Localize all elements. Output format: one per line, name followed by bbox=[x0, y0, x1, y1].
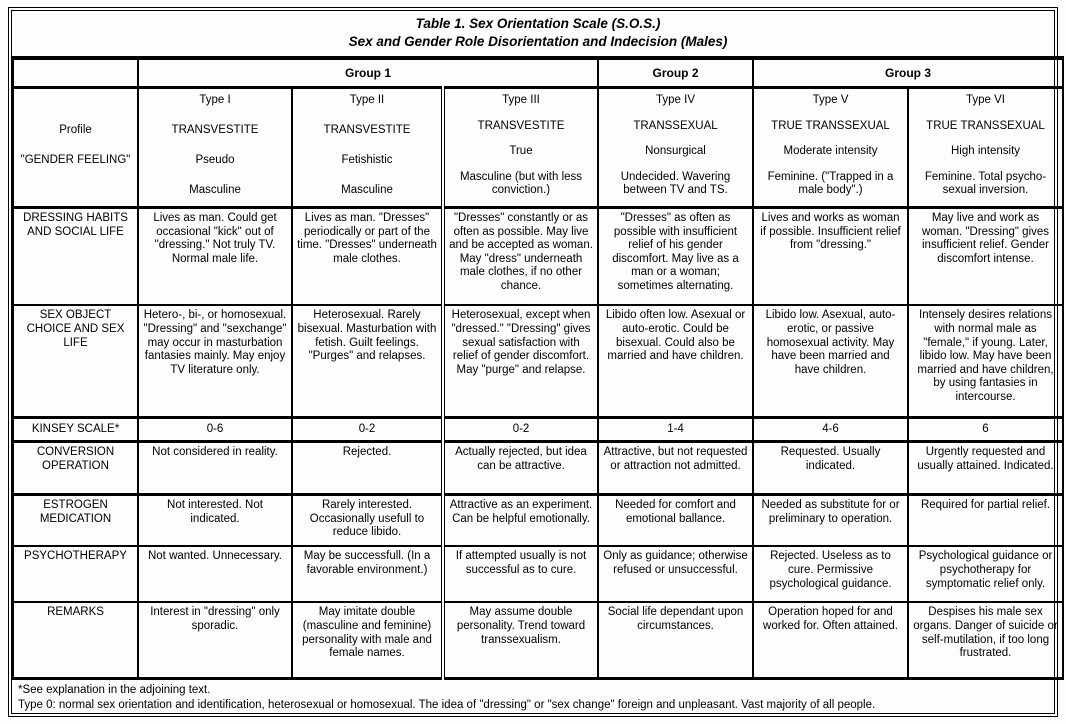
cell-conversion-type-5: Requested. Usually indicated. bbox=[753, 441, 908, 494]
cell-kinsey-type-1: 0-6 bbox=[138, 417, 292, 441]
cell-sexobj-type-6: Intensely desires relations with normal male as "female," if young. Later, libido low. May have been married and have children, by using fantasies in intercourse. bbox=[908, 305, 1063, 417]
cell-psycho-type-3: If attempted usually is not successful as to cure. bbox=[443, 546, 598, 602]
cell-conversion-type-6: Urgently requested and usually attained. Indicated. bbox=[908, 441, 1063, 494]
table-title-line1: Table 1. Sex Orientation Scale (S.O.S.) bbox=[415, 16, 661, 31]
row-label-remarks: REMARKS bbox=[13, 602, 138, 678]
footnote-row bbox=[13, 678, 1063, 720]
cell-kinsey-type-2: 0-2 bbox=[292, 417, 443, 441]
cell-psycho-type-5: Rejected. Useless as to cure. Permissive psychological guidance. bbox=[753, 546, 908, 602]
cell-dressing-type-1: Lives as man. Could get occasional "kick" out of "dressing." Not truly TV. Normal male life. bbox=[138, 207, 292, 305]
corner-cell bbox=[13, 58, 138, 87]
cell-remarks-type-4: Social life dependant upon circumstances. bbox=[598, 602, 753, 678]
type-3-header: Type III TRANSVESTITE True Masculine (but with less conviction.) bbox=[443, 87, 598, 207]
cell-remarks-type-3: May assume double personality. Trend toward transsexualism. bbox=[443, 602, 598, 678]
cell-conversion-type-2: Rejected. bbox=[292, 441, 443, 494]
group-3-header: Group 3 bbox=[753, 58, 1063, 87]
group-2-header: Group 2 bbox=[598, 58, 753, 87]
cell-dressing-type-5: Lives and works as woman if possible. Insufficient relief from "dressing." bbox=[753, 207, 908, 305]
row-sex-object bbox=[13, 305, 1063, 417]
cell-dressing-type-2: Lives as man. "Dresses" periodically or part of the time. "Dresses" underneath male clothes. bbox=[292, 207, 443, 305]
group-1-header: Group 1 bbox=[138, 58, 598, 87]
type-6-header: Type VI TRUE TRANSSEXUAL High intensity Feminine. Total psycho-sexual inversion. bbox=[908, 87, 1063, 207]
cell-dressing-type-4: "Dresses" as often as possible with insufficient relief of his gender discomfort. May live as a man or a woman; sometimes alternating. bbox=[598, 207, 753, 305]
table-outer-border bbox=[8, 7, 1058, 717]
type-1-header: Type I TRANSVESTITE Pseudo Masculine bbox=[138, 87, 292, 207]
row-psychotherapy bbox=[13, 546, 1063, 602]
cell-kinsey-type-6: 6 bbox=[908, 417, 1063, 441]
cell-estrogen-type-5: Needed as substitute for or preliminary to operation. bbox=[753, 494, 908, 546]
cell-estrogen-type-3: Attractive as an experiment. Can be helpful emotionally. bbox=[443, 494, 598, 546]
table-title bbox=[13, 11, 1063, 58]
footnote-line2: Type 0: normal sex orientation and identification, heterosexual or homosexual. The idea of "dressing" or "sex change" foreign and unpleasant. Vast majority of all people. bbox=[18, 699, 876, 712]
profile-label-line1: Profile bbox=[59, 123, 92, 136]
footnotes bbox=[13, 678, 1063, 720]
cell-kinsey-type-5: 4-6 bbox=[753, 417, 908, 441]
cell-estrogen-type-2: Rarely interested. Occasionally usefull to reduce libido. bbox=[292, 494, 443, 546]
cell-psycho-type-1: Not wanted. Unnecessary. bbox=[138, 546, 292, 602]
row-dressing-habits bbox=[13, 207, 1063, 305]
cell-psycho-type-6: Psychological guidance or psychotherapy for symptomatic relief only. bbox=[908, 546, 1063, 602]
table-title-row bbox=[13, 11, 1063, 58]
cell-estrogen-type-6: Required for partial relief. bbox=[908, 494, 1063, 546]
cell-conversion-type-4: Attractive, but not requested or attraction not admitted. bbox=[598, 441, 753, 494]
profile-header-row bbox=[13, 87, 1063, 207]
cell-sexobj-type-2: Heterosexual. Rarely bisexual. Masturbation with fetish. Guilt feelings. "Purges" and relapses. bbox=[292, 305, 443, 417]
row-label-psychotherapy: PSYCHOTHERAPY bbox=[13, 546, 138, 602]
row-label-kinsey: KINSEY SCALE* bbox=[13, 417, 138, 441]
cell-remarks-type-5: Operation hoped for and worked for. Often attained. bbox=[753, 602, 908, 678]
cell-sexobj-type-3: Heterosexual, except when "dressed." "Dressing" gives sexual satisfaction with relief of gender discomfort. May "purge" and relapse. bbox=[443, 305, 598, 417]
table-title-line2: Sex and Gender Role Disorientation and Indecision (Males) bbox=[348, 34, 728, 50]
row-estrogen-medication bbox=[13, 494, 1063, 546]
row-label-sex-object: SEX OBJECT CHOICE AND SEX LIFE bbox=[13, 305, 138, 417]
sos-table bbox=[12, 11, 1064, 720]
cell-kinsey-type-3: 0-2 bbox=[443, 417, 598, 441]
row-label-dressing-habits: DRESSING HABITS AND SOCIAL LIFE bbox=[13, 207, 138, 305]
cell-sexobj-type-5: Libido low. Asexual, auto-erotic, or passive homosexual activity. May have been married and have children. bbox=[753, 305, 908, 417]
cell-conversion-type-1: Not considered in reality. bbox=[138, 441, 292, 494]
type-5-header: Type V TRUE TRANSSEXUAL Moderate intensity Feminine. ("Trapped in a male body".) bbox=[753, 87, 908, 207]
row-conversion-operation bbox=[13, 441, 1063, 494]
cell-remarks-type-2: May imitate double (masculine and feminine) personality with male and female names. bbox=[292, 602, 443, 678]
footnote-line1: *See explanation in the adjoining text. bbox=[18, 683, 211, 696]
cell-remarks-type-6: Despises his male sex organs. Danger of suicide or self-mutilation, if too long frustrated. bbox=[908, 602, 1063, 678]
row-remarks bbox=[13, 602, 1063, 678]
cell-psycho-type-4: Only as guidance; otherwise refused or unsuccessful. bbox=[598, 546, 753, 602]
group-header-row bbox=[13, 58, 1063, 87]
cell-kinsey-type-4: 1-4 bbox=[598, 417, 753, 441]
row-label-conversion: CONVERSION OPERATION bbox=[13, 441, 138, 494]
profile-label-line2: "GENDER FEELING" bbox=[20, 154, 131, 167]
cell-remarks-type-1: Interest in "dressing" only sporadic. bbox=[138, 602, 292, 678]
type-4-header: Type IV TRANSSEXUAL Nonsurgical Undecided. Wavering between TV and TS. bbox=[598, 87, 753, 207]
row-label-estrogen: ESTROGEN MEDICATION bbox=[13, 494, 138, 546]
cell-conversion-type-3: Actually rejected, but idea can be attractive. bbox=[443, 441, 598, 494]
cell-dressing-type-3: "Dresses" constantly or as often as possible. May live and be accepted as woman. May "dress" underneath male clothes, if no other chance. bbox=[443, 207, 598, 305]
row-kinsey-scale bbox=[13, 417, 1063, 441]
cell-sexobj-type-1: Hetero-, bi-, or homosexual. "Dressing" and "sexchange" may occur in masturbation fantasies mainly. May enjoy TV literature only. bbox=[138, 305, 292, 417]
cell-dressing-type-6: May live and work as woman. "Dressing" gives insufficient relief. Gender discomfort intense. bbox=[908, 207, 1063, 305]
cell-sexobj-type-4: Libido often low. Asexual or auto-erotic. Could be bisexual. Could also be married and have children. bbox=[598, 305, 753, 417]
cell-estrogen-type-4: Needed for comfort and emotional ballance. bbox=[598, 494, 753, 546]
cell-estrogen-type-1: Not interested. Not indicated. bbox=[138, 494, 292, 546]
type-2-header: Type II TRANSVESTITE Fetishistic Masculine bbox=[292, 87, 443, 207]
cell-psycho-type-2: May be successfull. (In a favorable environment.) bbox=[292, 546, 443, 602]
row-label-profile bbox=[13, 87, 138, 207]
